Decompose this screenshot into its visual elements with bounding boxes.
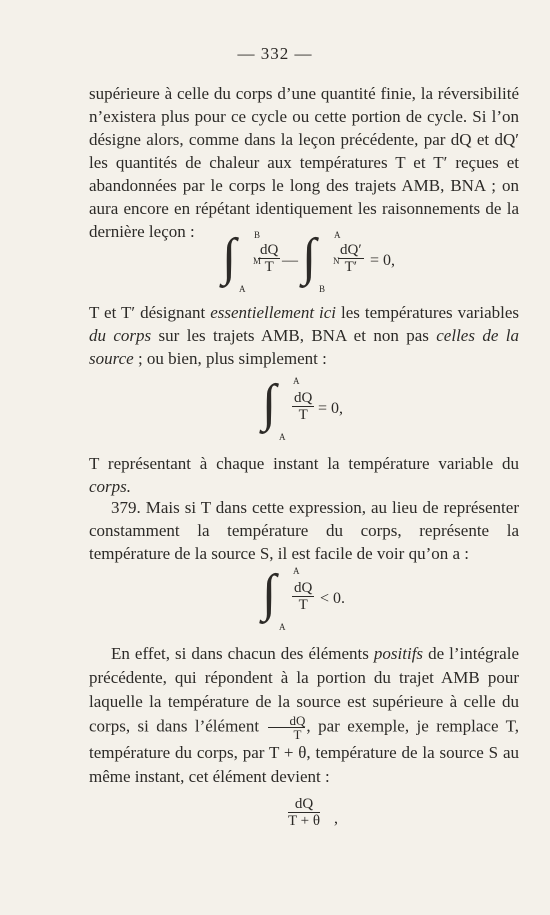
path-label-1: M: [253, 256, 262, 266]
upper-limit: A: [293, 376, 300, 386]
upper-limit-2: A: [334, 230, 341, 240]
inline-fraction-denominator: T: [293, 727, 302, 742]
paragraph-1: supérieure à celle du corps d’une quantité finie, la réversibilité n’existera plus pour ce cycle ou cette portion de cycle. Si l’on désigne alors, comme dans la leçon précédente, par dQ et dQ′ les quantités de chaleur aux températures T et T′ reçues et abandonnées par le corps le long des trajets AMB, BNA ; on aura encore en répétant identiquement les raisonnements de la dernière leçon :: [89, 84, 519, 241]
upper-limit-1: B: [254, 230, 261, 240]
formula-cyclic-integral-zero: [262, 375, 372, 442]
formula-modified-element: [288, 796, 368, 836]
lower-limit: A: [279, 432, 286, 442]
integral-sign: ∫: [262, 565, 277, 622]
fraction-denominator: T: [298, 597, 308, 613]
right-hand-side-1: = 0,: [370, 252, 396, 269]
fraction: [288, 796, 320, 829]
fraction-1-denominator: T: [264, 259, 274, 275]
trailing-comma: ,: [334, 810, 338, 827]
fraction: [292, 390, 314, 423]
formula-integral-difference: [222, 229, 422, 294]
inline-fraction-numerator: dQ: [289, 713, 306, 728]
integral-sign: ∫: [262, 375, 277, 432]
paragraph-3: T représentant à chaque instant la température variable du corps.: [89, 454, 519, 496]
inline-fraction: [268, 714, 306, 741]
paragraph-4: 379. Mais si T dans cette expression, au lieu de représenter constamment la température du corps, représente la température de la source S, il est facile de voir qu’on a :: [89, 498, 519, 563]
fraction-denominator: T + θ: [288, 813, 321, 829]
fraction: [292, 580, 314, 613]
integral-sign-2: ∫: [302, 229, 317, 286]
fraction-1: [258, 242, 280, 275]
fraction-2: [338, 242, 364, 275]
integral-sign-1: ∫: [222, 229, 237, 286]
minus-sign: —: [282, 252, 298, 269]
fraction-denominator: T: [298, 407, 308, 423]
formula-cyclic-integral-negative: [262, 565, 372, 632]
fraction-1-numerator: dQ: [260, 242, 279, 258]
lower-limit-1: A: [239, 284, 246, 294]
fraction-numerator: dQ: [294, 390, 313, 406]
fraction-numerator: dQ: [294, 580, 313, 596]
paragraph-2: T et T′ désignant essentiellement ici les températures variables du corps sur les trajets AMB, BNA et non pas celles de la source ; ou bien, plus simplement :: [89, 303, 520, 368]
fraction-2-denominator: T′: [344, 259, 358, 275]
right-hand-side: = 0,: [318, 400, 344, 417]
page-number: — 332 —: [237, 44, 313, 63]
right-hand-side: < 0.: [320, 590, 346, 607]
lower-limit-2: B: [319, 284, 326, 294]
path-label-2: N: [333, 256, 340, 266]
fraction-numerator: dQ: [294, 796, 314, 812]
upper-limit: A: [293, 566, 300, 576]
lower-limit: A: [279, 622, 286, 632]
fraction-2-numerator: dQ′: [340, 242, 362, 258]
paragraph-5: En effet, si dans chacun des éléments positifs de l’intégrale précédente, qui répondent à la portion du trajet AMB pour laquelle la température de la source est supérieure à celle du corps, si dans l’élément $\frac{dQ}{T}$ , par exemple, je remplace T, température du corps, par T + θ, température de la source S au même instant, cet élément devient :: [89, 644, 519, 786]
